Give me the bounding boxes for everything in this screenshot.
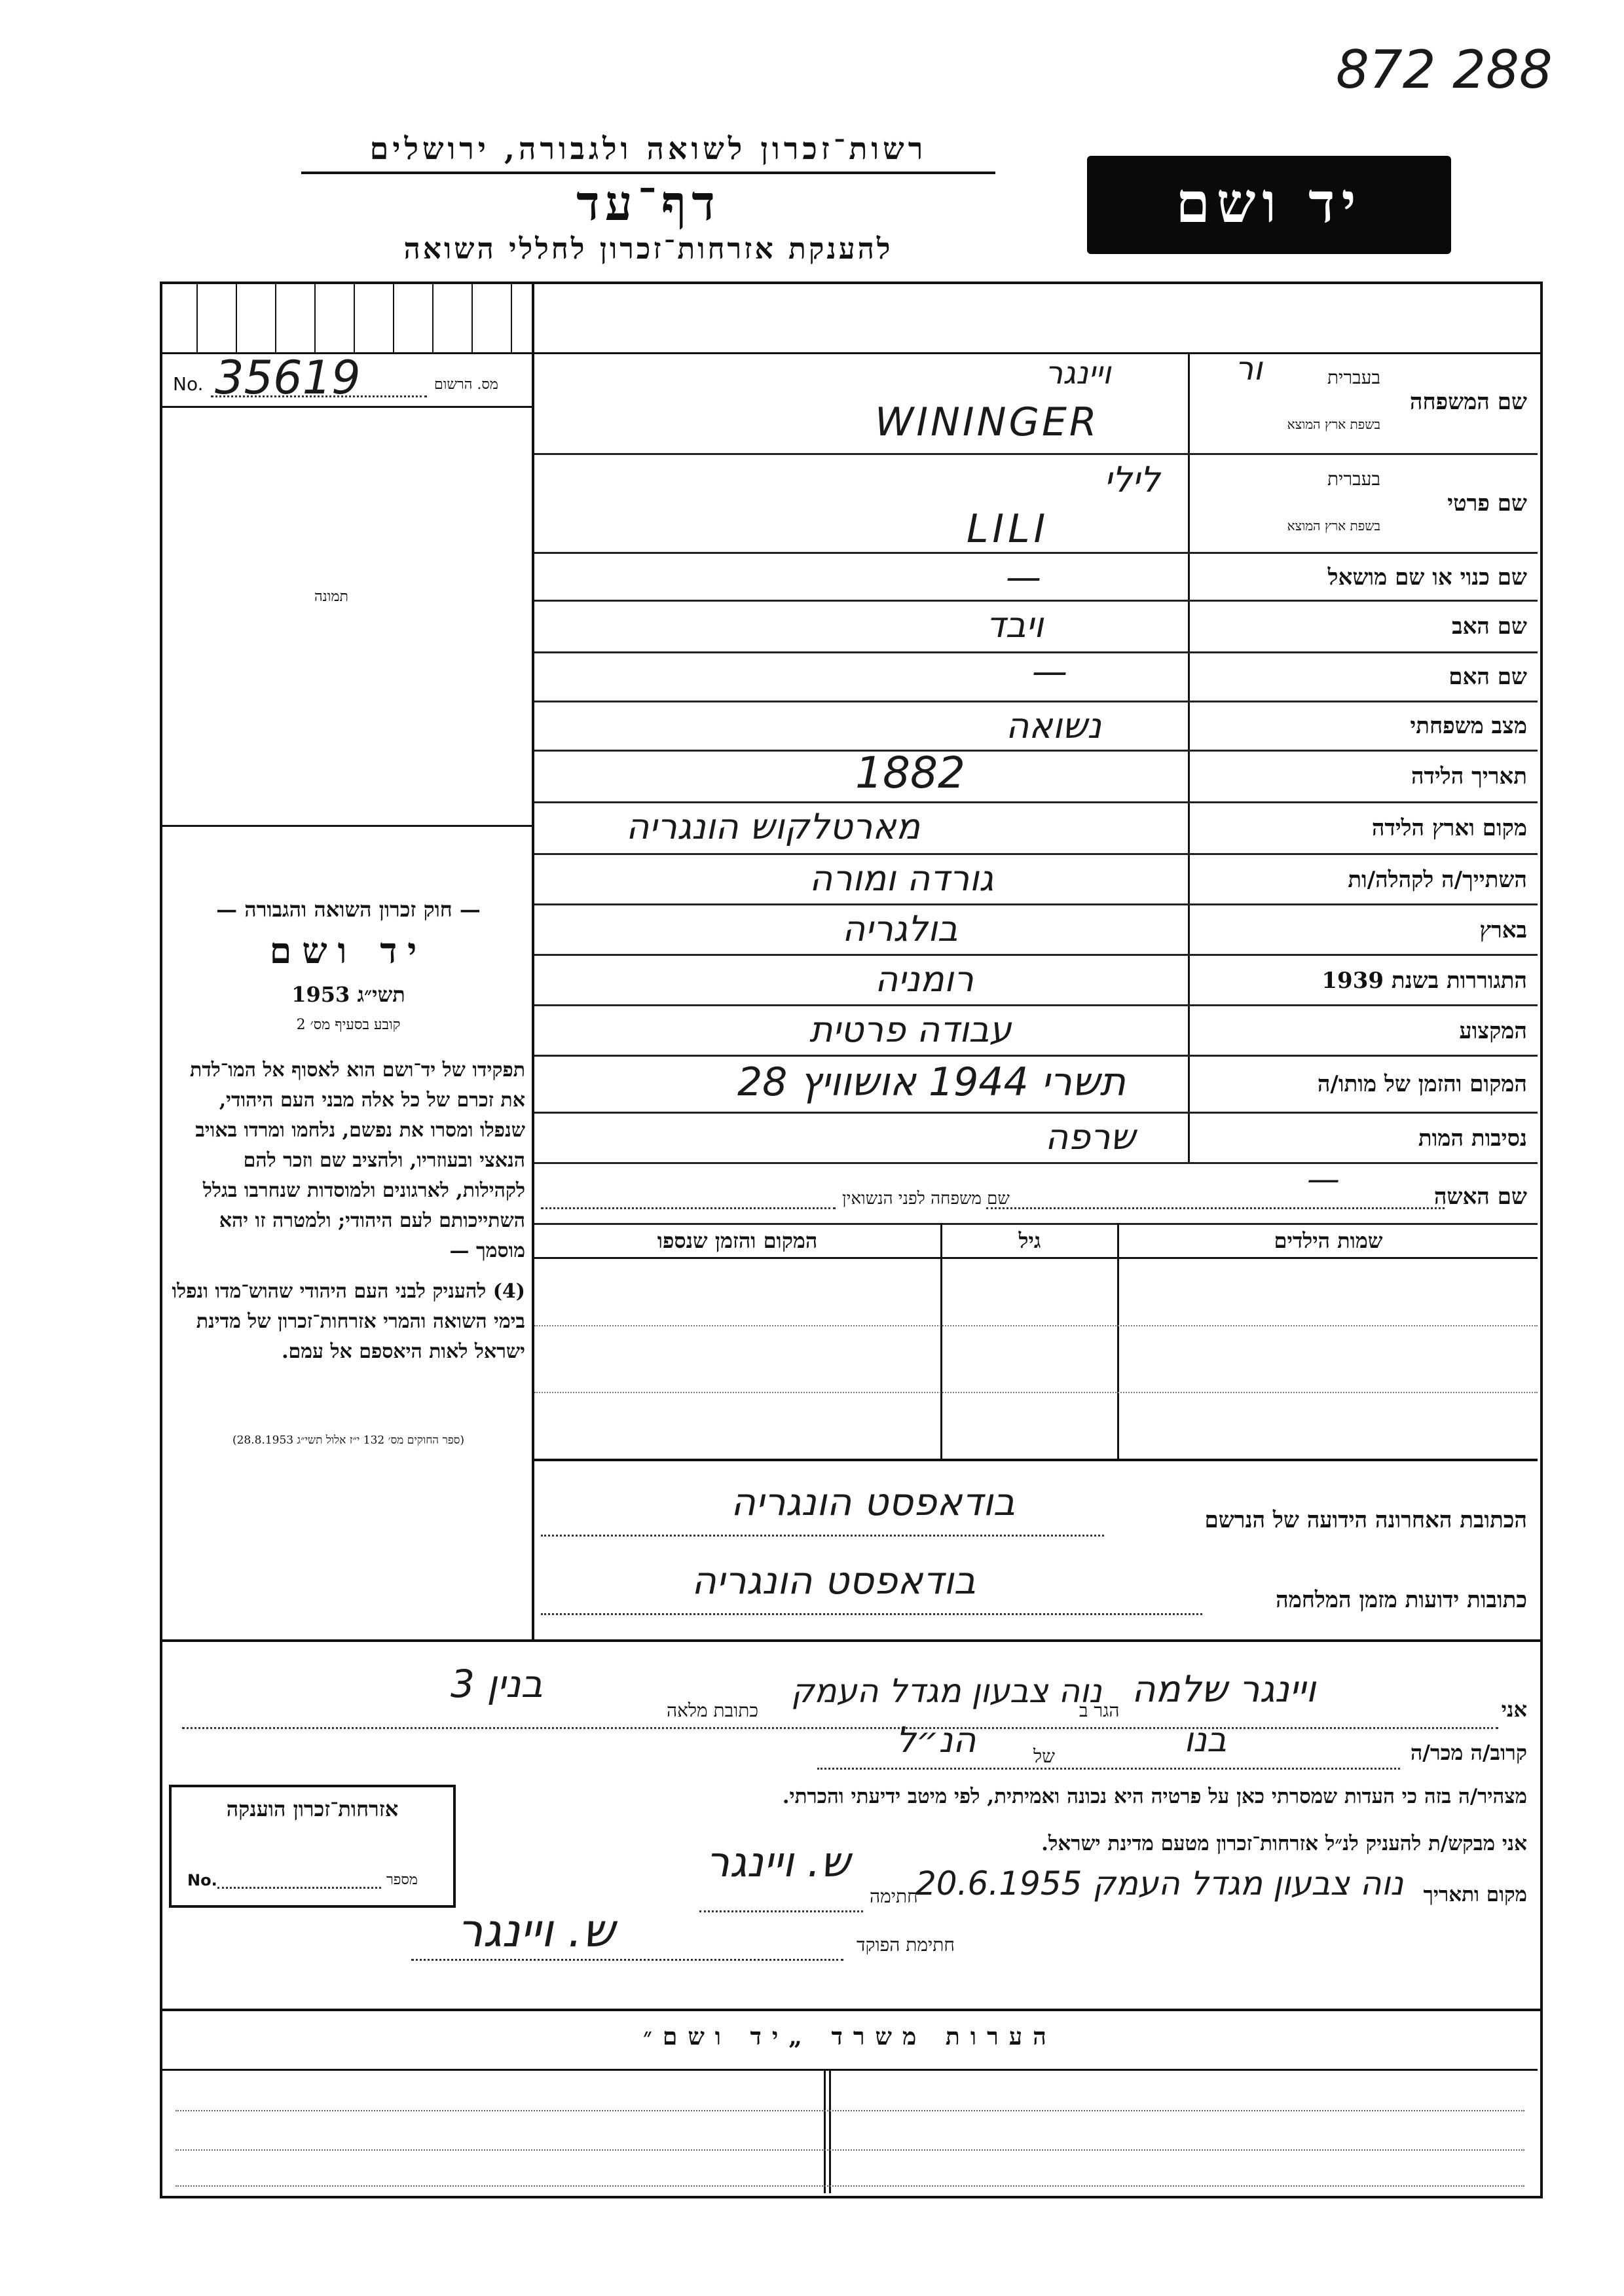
label-family-name-hebrew: בעברית (1327, 367, 1380, 388)
label-marital-status: מצב משפחתי (1410, 713, 1527, 739)
row-mother (534, 653, 1538, 702)
label-family-name: שם המשפחה (1409, 389, 1527, 415)
family-name-hebrew: ויינגר (1045, 355, 1111, 392)
row-community (534, 855, 1538, 905)
table-row (534, 1393, 1538, 1457)
office-notes-title: הערות משרד „יד ושם״ (643, 2023, 1057, 2050)
children-header-names: שמות הילדים (1274, 1228, 1383, 1253)
children-table (534, 1223, 1538, 1459)
table-row (534, 1260, 1538, 1326)
wartime-address-value: בודאפסט הונגריה (692, 1558, 976, 1603)
row-birth-date (534, 748, 1538, 803)
law-year: תשי״ג 1953 (291, 982, 405, 1007)
birth-place-value: מארטלקוש הונגריה (626, 806, 921, 847)
label-country: בארץ (1479, 917, 1527, 943)
yad-vashem-logo (1087, 156, 1451, 254)
of-label: של (1033, 1745, 1055, 1767)
declaration-lives-label: הגר ב (1079, 1700, 1120, 1721)
place-date-label: מקום ותאריך (1423, 1883, 1527, 1906)
first-name-hebrew: לילי (1104, 459, 1160, 500)
notes-line (175, 2185, 1524, 2187)
birth-date-value: 1882 (855, 748, 965, 798)
declarant-building: בנין 3 (451, 1662, 543, 1706)
country-value: בולגריה (842, 908, 958, 949)
table-row (534, 1326, 1538, 1393)
officer-signature-value: ש. ויינגר (457, 1904, 615, 1958)
label-profession: המקצוע (1459, 1018, 1527, 1044)
row-death-place-time (534, 1057, 1538, 1114)
row-nickname (534, 554, 1538, 602)
profession-value: עבודה פרטית (809, 1009, 1012, 1050)
row-family-name (534, 350, 1538, 455)
declarant-address: נוה צבעון מגדל העמק (791, 1672, 1102, 1710)
declaration-full-address-label: כתובת מלאה (667, 1700, 758, 1721)
label-birth-place: מקום וארץ הלידה (1371, 815, 1527, 841)
archive-number: 872 288 (1336, 39, 1553, 100)
row-marital-status (534, 702, 1538, 752)
row-father (534, 602, 1538, 653)
family-name-prefix: ור (1235, 350, 1263, 388)
death-place-time-value: 28 תשרי 1944 אושוויץ (737, 1059, 1126, 1105)
registration-number-label-en: No. (173, 373, 204, 395)
form-subtitle: להענקת אזרחות־זכרון לחללי השואה (403, 232, 893, 266)
death-cause-value: שרפה (1045, 1116, 1135, 1157)
community-value: גורדה ומורה (809, 858, 994, 899)
children-header-age: גיל (1018, 1228, 1041, 1253)
spouse-value: — (1307, 1160, 1340, 1198)
last-known-address-label: הכתובת האחרונה הידועה של הנרשם (1204, 1507, 1527, 1533)
declaration-statement-1: מצהיר/ה בזה כי העדות שמסרתי כאן על פרטיה היא נכונה ואמיתית, לפי מיטב ידיעתי והכרתי. (782, 1785, 1527, 1808)
office-notes-area (162, 2071, 1538, 2193)
photo-label: תמונה (314, 589, 348, 605)
citizenship-number-label-en: No. (187, 1871, 217, 1889)
label-first-name: שם פרטי (1447, 490, 1527, 517)
law-name: יד ושם (269, 930, 428, 972)
registration-number-label-he: מס. הרשום (434, 376, 498, 393)
logo-text: יד ושם (1175, 170, 1363, 235)
row-first-name (534, 455, 1538, 554)
spouse-label: שם האשה (1433, 1184, 1527, 1210)
law-clause: (4) להעניק לבני העם היהודי שהוש־מדו ונפלו בימי השואה והמרי אזרחות־זכרון של מדינת ישראל לאות היאספם אל עמם. (172, 1280, 525, 1363)
law-title: — חוק זכרון השואה והגבורה — (216, 897, 481, 922)
mother-value: — (1032, 651, 1067, 692)
form-title: דף־עד (576, 175, 720, 232)
label-mother: שם האם (1449, 664, 1527, 690)
row-country (534, 905, 1538, 956)
declaration-i-label: אני (1501, 1697, 1527, 1722)
law-source: (ספר החוקים מס׳ 132 י״ז אלול תשי״ג 28.8.1953) (232, 1434, 465, 1447)
declaration-statement-2: אני מבקש/ת להעניק לנ״ל אזרחות־זכרון מטעם מדינת ישראל. (1041, 1832, 1527, 1855)
relative-label: קרוב/ה מכר/ה (1410, 1740, 1527, 1765)
citizenship-box-title: אזרחות־זכרון הוענקה (226, 1796, 399, 1821)
relative-value: בנו (1184, 1721, 1227, 1760)
notes-line (175, 2149, 1524, 2151)
spouse-maiden-label: שם משפחה לפני הנשואין (842, 1189, 1010, 1209)
place-date-value: נוה צבעון מגדל העמק 20.6.1955 (915, 1865, 1404, 1903)
residence-1939-value: רומניה (875, 958, 974, 1000)
declarant-name: ויינגר שלמה (1132, 1668, 1316, 1711)
label-residence-1939: התגוררות בשנת 1939 (1321, 968, 1527, 994)
address-section (534, 1461, 1538, 1639)
officer-signature-label: חתימת הפוקד (857, 1934, 955, 1956)
registration-box (162, 351, 532, 408)
label-death-cause: נסיבות המות (1418, 1125, 1527, 1152)
row-death-cause (534, 1114, 1538, 1164)
label-birth-date: תאריך הלידה (1411, 763, 1527, 790)
law-text: תפקידו של יד־ושם הוא לאסוף אל המו־לדת את זכרם של כל אלה מבני העם היהודי, שנפלו ומסרו את נפשם, נלחמו ומרדו באויב הנאצי ובעוזריו, ולהציב שם וזכר להם לקהילות, לארגונים ולמוסדות שנחרבו בגלל השתייכותם לעם היהודי; ולמטרה זו יהא מוסמך — (189, 1059, 525, 1262)
of-value: הנ״ל (896, 1719, 976, 1760)
label-first-name-local: בשפת ארץ המוצא (1287, 518, 1380, 534)
authority-name: רשות־זכרון לשואה ולגבורה, ירושלים (369, 131, 927, 166)
law-section: קובע בסעיף מס׳ 2 (296, 1017, 401, 1033)
family-name-local: WININGER (875, 399, 1099, 445)
label-community: השתייך/ה לקהלה/ות (1348, 867, 1527, 893)
label-first-name-hebrew: בעברית (1327, 468, 1380, 490)
wartime-address-label: כתובות ידועות מזמן המלחמה (1276, 1587, 1527, 1613)
label-family-name-local: בשפת ארץ המוצא (1287, 416, 1380, 432)
label-death-place-time: המקום והזמן של מותו/ה (1317, 1071, 1527, 1097)
spouse-row (534, 1160, 1538, 1225)
citizenship-box (169, 1785, 456, 1908)
last-known-address-value: בודאפסט הונגריה (731, 1480, 1016, 1524)
row-birth-place (534, 803, 1538, 855)
row-profession (534, 1006, 1538, 1057)
marital-status-value: נשואה (1006, 705, 1101, 746)
row-residence-1939 (534, 956, 1538, 1006)
signature-label: חתימה (870, 1886, 918, 1907)
label-nickname: שם כנוי או שם מושאל (1327, 564, 1527, 591)
nickname-value: — (1006, 556, 1041, 598)
registration-number: 35619 (215, 351, 361, 405)
first-name-local: LILI (967, 506, 1050, 552)
notes-line (175, 2110, 1524, 2111)
label-father: שם האב (1452, 613, 1527, 640)
children-header-place-time: המקום והזמן שנספו (657, 1228, 818, 1253)
father-value: ויבד (986, 604, 1044, 646)
citizenship-number-label-he: מספר (386, 1872, 418, 1888)
signature-value: ש. ויינגר (706, 1838, 851, 1887)
